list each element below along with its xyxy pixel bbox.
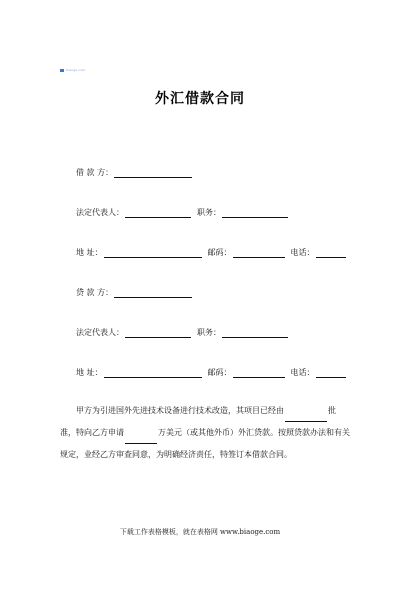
paragraph-text: 规定，业经乙方审查同意，为明确经济责任，特签订本借款合同。 xyxy=(60,450,292,459)
paragraph-line-3 xyxy=(60,444,352,466)
paragraph-text: 准，特向乙方申请 xyxy=(60,428,124,437)
approver-blank[interactable] xyxy=(285,411,327,422)
logo-mark-icon xyxy=(60,69,64,72)
paragraph-text: 万美元（或其他外币）外汇贷款。按照贷款办法和有关 xyxy=(158,428,350,437)
postcode-label: 邮码： xyxy=(207,248,232,257)
legal-rep-label: 法定代表人： xyxy=(76,328,124,337)
legal-rep-blank[interactable] xyxy=(125,209,191,218)
phone-label: 电话： xyxy=(290,248,315,257)
amount-blank[interactable] xyxy=(125,433,157,444)
borrower-row xyxy=(76,168,192,178)
position-blank[interactable] xyxy=(222,209,288,218)
legal-rep-blank[interactable] xyxy=(125,329,191,338)
position-label: 职务： xyxy=(197,208,221,217)
legal-rep-row-2 xyxy=(76,328,288,338)
address-label: 地 址： xyxy=(76,368,103,377)
footer-link[interactable]: 下载工作表格模板，就在表格网 www.biaoge.com xyxy=(119,528,281,536)
logo-text: biaoge.com xyxy=(66,68,86,72)
lender-row xyxy=(76,288,192,298)
address-blank[interactable] xyxy=(104,369,202,378)
paragraph-text: 批 xyxy=(328,406,336,415)
paragraph-line-2 xyxy=(60,422,352,444)
address-label: 地 址： xyxy=(76,248,103,257)
postcode-blank[interactable] xyxy=(233,249,285,258)
position-label: 职务： xyxy=(197,328,221,337)
address-row-2 xyxy=(76,368,346,378)
phone-blank[interactable] xyxy=(316,369,346,378)
paragraph-text: 甲方为引进国外先进技术设备进行技术改造，其项目已经由 xyxy=(76,406,284,415)
address-blank[interactable] xyxy=(104,249,202,258)
borrower-blank[interactable] xyxy=(114,169,192,178)
lender-blank[interactable] xyxy=(114,289,192,298)
contract-paragraph xyxy=(60,400,352,466)
phone-label: 电话： xyxy=(290,368,315,377)
postcode-blank[interactable] xyxy=(233,369,285,378)
phone-blank[interactable] xyxy=(316,249,346,258)
document-title: 外汇借款合同 xyxy=(155,91,245,107)
paragraph-line-1 xyxy=(60,400,352,422)
lender-label: 贷 款 方： xyxy=(76,288,114,297)
position-blank[interactable] xyxy=(222,329,288,338)
legal-rep-label: 法定代表人： xyxy=(76,208,124,217)
site-logo xyxy=(60,68,86,72)
borrower-label: 借 款 方： xyxy=(76,168,114,177)
postcode-label: 邮码： xyxy=(207,368,232,377)
address-row-1 xyxy=(76,248,346,258)
legal-rep-row-1 xyxy=(76,208,288,218)
